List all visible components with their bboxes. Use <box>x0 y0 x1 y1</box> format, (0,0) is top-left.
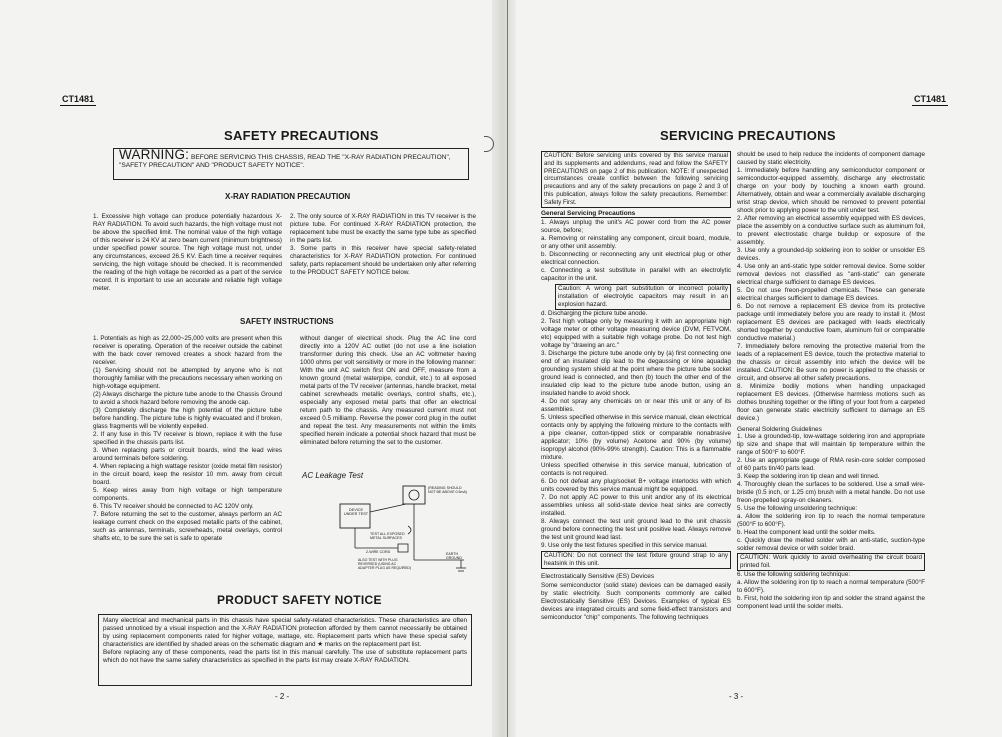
servicing-precautions-title: SERVICING PRECAUTIONS <box>660 128 836 143</box>
safety-instructions-title: SAFETY INSTRUCTIONS <box>240 317 334 326</box>
soldering-title: General Soldering Guidelines <box>737 426 822 433</box>
esd-title: Electrostatically Sensitive (ES) Devices <box>541 572 655 580</box>
general-servicing-title: General Servicing Precautions <box>541 210 731 218</box>
earth-ground-label: EARTH GROUND <box>446 552 462 561</box>
reverse-plug-label: ALSO TEST WITH PLUG REVERSED (USING AC ADAPTER PLUG AS REQUIRED) <box>358 558 412 571</box>
esd-text: Some semiconductor (solid state) devices can be damaged easily by static electricity. Such components commonly are called Electrostatically Sensitive (ES) Devices. Examples of typical ES devices are integrated circuits and some field-effect transistors and semiconductor "chip" components. The following techniques <box>541 581 731 621</box>
servicing-list-2: d. Discharging the picture tube anode. 2. Test high voltage only by measuring it with an appropriate high voltage meter or other voltage measuring device (DVM, FETVOM, etc) equipped with a suitable high voltage probe. Do not test high voltage by "drawing an arc." 3. Discharge the picture tube anode only by (a) first connecting one end of an insulated clip lead to the degaussing or kine aquadag grounding system shield at the point where the picture tube socket ground lead is connected, and then (b) touch the other end of the insulated clip lead to the picture tube anode button, using an insulated handle to avoid shock. 4. Do not spray any chemicals on or near this unit or any of its assemblies. 5. Unless specified otherwise in this service manual, clean electrical contacts only by applying the following mixture to the contacts with a pipe cleaner, cotton-tipped stick or comparable nonabrasive applicator; 10% (by volume) Acetone and 90% (by volume) isopropyl alcohol (90%-99% strength). Caution: This is a flammable mixture. Unless specified otherwise in this service manual, lubrication of contacts is not required. 6. Do not defeat any plug/socket B+ voltage interlocks with which units covered by this service manual might be equipped. 7. Do not apply AC power to this unit and/or any of its electrical assemblies unless all solid-state device heat sinks are correctly installed. 8. Always connect the test unit ground lead to the unit chassis ground before connecting the test unit positive lead. Always remove the test unit ground lead last. 9. Use only the test fixtures specified in this service manual. <box>541 309 731 549</box>
page-number-left: - 2 - <box>275 692 290 701</box>
model-number-left: CT1481 <box>62 94 95 104</box>
esd-list: should be used to help reduce the incidents of component damage caused by static electricity. 1. Immediately before handling any semiconductor component or semiconductor-equipped assembly, discharge any electrostatic charge on your body by touching a known earth ground. Alternatively, obtain and wear a commercially available discharging wrist strap device, which should be removed to prevent potential shock prior to applying power to the unit under test. 2. After removing an electrical assembly equipped with ES devices, place the assembly on a conductive surface such as aluminum foil, to prevent electrostatic charge buildup or exposure of the assembly. 3. Use only a grounded-tip soldering iron to solder or unsolder ES devices. 4. Use only an anti-static type solder removal device. Some solder removal devices not classified as "anti-static" can generate electrical charge sufficient to damage ES devices. 5. Do not use freon-propelled chemicals. These can generate electrical charges sufficient to damage ES devices. 6. Do not remove a replacement ES device from its protective package until immediately before you are ready to install it. (Most replacement ES devices are packaged with leads electrically shorted together by conductive foam, aluminum foil or comparable conductive material.) 7. Immediately before removing the protective material from the leads of a replacement ES device, touch the protective material to the chassis or circuit assembly into which the device will be installed. CAUTION: Be sure no power is applied to the chassis or circuit, and observe all other safety precautions. 8. Minimize bodily motions when handling unpackaged replacement ES devices. (Otherwise harmless motions such as clothes brushing together or the lifting of your foot from a carpeted floor can generate static electricity sufficient to damage an ES device.) <box>737 151 925 422</box>
warning-box <box>113 148 469 180</box>
warning-text: BEFORE SERVICING THIS CHASSIS, READ THE "X-RAY RADIATION PRECAUTION", "SAFETY PRECAUTION" AND "PRODUCT SAFETY NOTICE". <box>119 154 451 170</box>
page-divider <box>507 0 508 737</box>
caution-box-soldering: CAUTION: Work quickly to avoid overheating the circuit board printed foil. <box>737 553 925 571</box>
servicing-list-1: 1. Always unplug the unit's AC power cord from the AC power source, before; a. Removing or reinstalling any component, circuit board, module, or any other unit assembly. b. Disconnecting or reconnecting any unit electrical plug or other electrical connection. c. Connecting a test substitute in parallel with an electrolytic capacitor in the unit. <box>541 218 731 282</box>
product-notice-box <box>98 614 472 686</box>
safety-col-1: 1. Potentials as high as 22,000~25,000 volts are present when this receiver is operating. Operation of the receiver outside the cabinet with the back cover removed creates a shock hazard from the receiver. (1) Servicing should not be attempted by anyone who is not thoroughly familiar with the precautions necessary when working on high-voltage equipment. (2) Always discharge the picture tube anode to the Chassis Ground to avoid a shock hazard before removing the anode cap. (3) Completely discharge the high potential of the picture tube before handling. The picture tube is highly evacuated and if broken, glass fragments will be violently expelled. 2. If any fuse in this TV receiver is blown, replace it with the fuse specified in the chassis parts list. 3. When replacing parts or circuit boards, wind the lead wires around terminals before soldering. 4. When replacing a high wattage resistor (oxide metal film resistor) in the circuit board, keep the resistor 10 mm. away from circuit board. 5. Keep wires away from high voltage or high temperature components. 6. This TV receiver should be connected to AC 120V only. 7. Before returning the set to the customer, always perform an AC leakage current check on the exposed metallic parts of the cabinet, such as antennas, terminals, screwheads, metal overlays, control shafts etc, to be sure the set is safe to operate <box>93 335 282 542</box>
page-number-right: - 3 - <box>729 692 744 701</box>
leakage-test-title: AC Leakage Test <box>302 471 364 480</box>
xray-title: X-RAY RADIATION PRECAUTION <box>225 192 351 201</box>
warning-label: WARNING: <box>119 147 190 162</box>
product-safety-title: PRODUCT SAFETY NOTICE <box>217 593 382 607</box>
safety-col-2: without danger of electrical shock. Plug the AC line cord directly into a 120V AC outlet (do not use a line isolation transformer during this check. Use an AC voltmeter having 1000 ohms per volt sensitivity or more in the following manner: With the unit AC switch first ON and OFF, measure from a known ground (metal waterpipe, conduit, etc.) to all exposed metal parts of the TV receiver (antennas, handle bracket, metal cabinet screwheads metallic overlays, control shafts, etc.), especially any exposed metal parts that offer an electrical return path to the chassis. Any measured current must not exceed 0.5 milliamp. Reverse the power cord plug in the outlet and repeat the test. Any measurements not within the limits specified herein indicate a potential shock hazard that must be eliminated before returning the set to the customer. <box>300 335 476 446</box>
safety-precautions-title: SAFETY PRECAUTIONS <box>224 128 379 143</box>
product-notice-text: Many electrical and mechanical parts in this chassis have special safety-related characteristics. These characteristics are often passed unnoticed by a visual inspection and the X-RAY RADIATION protection afforded by them cannot necessarily be obtained by using replacement components rated for higher voltage, wattage, etc. Replacement parts which have these special safety characteristics are identified by shaded areas on the schematic diagram and ★ marks on the replacement part list. Before replacing any of these components, read the parts list in this manual carefully. The use of substitute replacement parts which do not have the same safety characteristics as specified in the parts list may create X-RAY RADIATION. <box>103 617 467 664</box>
meter-box <box>403 486 425 504</box>
test-all-label: TEST ALL EXPOSED METAL SURFACES <box>370 532 405 541</box>
device-label: DEVICE UNDER TEST <box>343 508 369 517</box>
caution-box-main: CAUTION: Before servicing units covered by this service manual and its supplements and addendums, read and follow the SAFETY PRECAUTIONS on page 2 of this publication. NOTE: If unexpected circumstances create conflict between the following servicing precautions and any of the safety precautions on page 2 and 3 of this publication, always follow the safety precautions. Remember: Safety First. <box>541 151 731 208</box>
model-number-right: CT1481 <box>914 94 947 104</box>
servicing-col-1 <box>541 151 731 622</box>
soldering-list-2: 6. Use the following soldering technique: a. Allow the soldering iron tip to reach a normal temperature (500°F to 600°F). b. First, hold the soldering iron tip and solder the strand against the component lead until the solder melts. <box>737 571 925 610</box>
caution-box-fixture: CAUTION: Do not connect the test fixture ground strap to any heatsink in this unit. <box>541 551 731 569</box>
reading-label: (READING SHOULD NOT BE ABOVE 0.5mA) <box>428 486 468 495</box>
wire-cord-label: 2-WIRE CORD <box>366 550 391 554</box>
ac-leakage-diagram <box>296 482 476 577</box>
probe-icon <box>408 526 411 534</box>
servicing-col-2 <box>737 151 925 611</box>
caution-box-capacitor: Caution: A wrong part substitution or incorrect polarity installation of electrolytic capacitors may result in an explosion hazard. <box>555 284 731 310</box>
xray-col-2: 2. The only source of X-RAY RADIATION in this TV receiver is the picture tube. For continued X-RAY RADIATION protection, the replacement tube must be exactly the same type tube as specified in the parts list. 3. Some parts in this receiver have special safety-related characteristics for X-RAY RADIATION protection. For continued safety, parts replacement should be undertaken only after referring to the PRODUCT SAFETY NOTICE below. <box>290 213 476 276</box>
soldering-list-1: 1. Use a grounded-tip, low-wattage soldering iron and appropriate tip size and shape that will maintain tip temperature within the range of 500°F to 600°F. 2. Use an appropriate gauge of RMA resin-core solder composed of 60 parts tin/40 parts lead. 3. Keep the soldering iron tip clean and well tinned. 4. Thoroughly clean the surfaces to be soldered. Use a small wire-bristle (0.5 inch, or 1.25 cm) brush with a metal handle. Do not use freon-propelled spray-on cleaners. 5. Use the following unsoldering technique: a. Allow the soldering iron tip to reach the normal temperature (500°F to 600°F). b. Heat the component lead until the solder melts. c. Quickly draw the melted solder with an anti-static, suction-type solder removal device or with solder braid. <box>737 433 925 552</box>
meter-dial-icon <box>409 490 419 500</box>
binding-gutter <box>492 0 516 737</box>
xray-col-1: 1. Excessive high voltage can produce potentially hazardous X-RAY RADIATION. To avoid such hazards, the high voltage must not be above the specified limit. The nominal value of the high voltage of this receiver is 24 KV at zero beam current (minimum brightness) under specified power source. The high voltage must not, under any circumstances, exceed 26.5 KV. Each time a receiver requires servicing, the high voltage should be checked. It is recommended the reading of the high voltage be recorded as a part of the service record. It is important to use an accurate and reliable high voltage meter. <box>93 213 282 292</box>
